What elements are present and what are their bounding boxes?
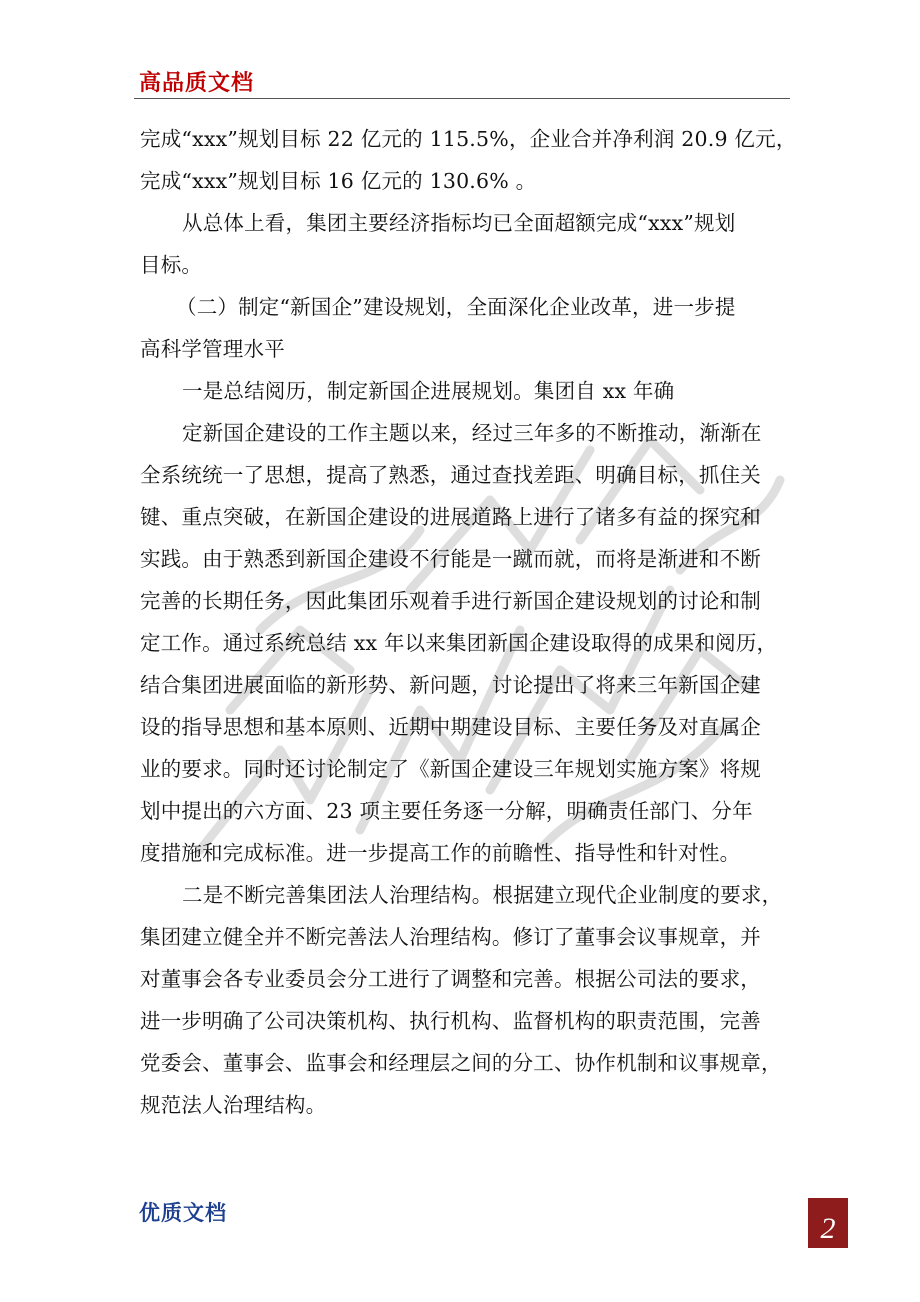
paragraph-line: 业的要求。同时还讨论制定了《新国企建设三年规划实施方案》将规 xyxy=(140,757,761,781)
page-number-badge xyxy=(808,1198,848,1248)
paragraph-line: 划中提出的六方面、23 项主要任务逐一分解，明确责任部门、分年 xyxy=(140,799,753,823)
paragraph-line: 完成“xxx”规划目标 16 亿元的 130.6% 。 xyxy=(140,169,537,193)
section-heading-line: （二）制定“新国企”建设规划，全面深化企业改革，进一步提 xyxy=(176,295,736,319)
paragraph-line: 一是总结阅历，制定新国企进展规划。集团自 xx 年确 xyxy=(182,379,675,403)
paragraph-line: 度措施和完成标准。进一步提高工作的前瞻性、指导性和针对性。 xyxy=(140,841,741,865)
paragraph-line: 目标。 xyxy=(140,253,203,277)
paragraph-line: 键、重点突破，在新国企建设的进展道路上进行了诸多有益的探究和 xyxy=(140,505,761,529)
paragraph-line: 完善的长期任务，因此集团乐观着手进行新国企建设规划的讨论和制 xyxy=(140,589,761,613)
header-divider xyxy=(134,98,790,99)
paragraph-line: 进一步明确了公司决策机构、执行机构、监督机构的职责范围，完善 xyxy=(140,1009,761,1033)
paragraph-line: 全系统统一了思想，提高了熟悉，通过查找差距、明确目标，抓住关 xyxy=(140,463,761,487)
section-heading-line: 高科学管理水平 xyxy=(140,337,285,361)
paragraph-line: 集团建立健全并不断完善法人治理结构。修订了董事会议事规章，并 xyxy=(140,925,761,949)
paragraph-line: 从总体上看，集团主要经济指标均已全面超额完成“xxx”规划 xyxy=(182,211,736,235)
paragraph-line: 党委会、董事会、监事会和经理层之间的分工、协作机制和议事规章， xyxy=(140,1051,782,1075)
document-body xyxy=(140,118,797,1126)
paragraph-line: 设的指导思想和基本原则、近期中期建设目标、主要任务及对直属企 xyxy=(140,715,761,739)
paragraph-line: 结合集团进展面临的新形势、新问题，讨论提出了将来三年新国企建 xyxy=(140,673,761,697)
footer-title: 优质文档 xyxy=(139,1201,227,1225)
paragraph-line: 完成“xxx”规划目标 22 亿元的 115.5%，企业合并净利润 20.9 亿元， xyxy=(140,127,797,151)
paragraph-line: 实践。由于熟悉到新国企建设不行能是一蹴而就，而将是渐进和不断 xyxy=(140,547,761,571)
paragraph-line: 定新国企建设的工作主题以来，经过三年多的不断推动，渐渐在 xyxy=(182,421,762,445)
paragraph-line: 二是不断完善集团法人治理结构。根据建立现代企业制度的要求， xyxy=(182,883,783,907)
page-number: 2 xyxy=(820,1212,836,1245)
paragraph-line: 对董事会各专业委员会分工进行了调整和完善。根据公司法的要求， xyxy=(140,967,761,991)
paragraph-line: 规范法人治理结构。 xyxy=(140,1093,327,1117)
paragraph-line: 定工作。通过系统总结 xx 年以来集团新国企建设取得的成果和阅历， xyxy=(140,631,778,655)
header-title: 高品质文档 xyxy=(139,71,255,96)
